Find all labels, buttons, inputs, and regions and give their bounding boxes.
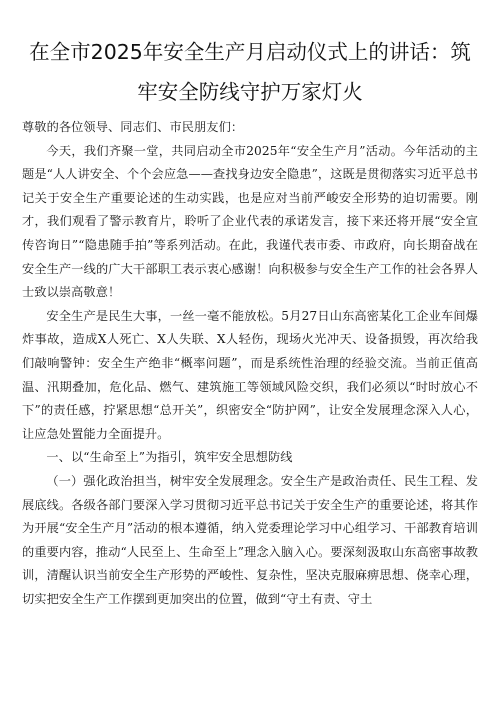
paragraph-safety-situation: 安全生产是民生大事，一丝一毫不能放松。5月27日山东高密某化工企业车间爆炸事故，造成X人死亡、X人失联、X人轻伤，现场火光冲天、设备损毁，再次给我们敲响警钟：安全生产绝非“概率问题”，而是系统性治理的经验交流。当前正值高温、汛期叠加，危化品、燃气、建筑施工等领域风险交织，我们必须以“时时放心不下”的责任感，拧紧思想“总开关”，织密安全“防护网”，让安全发展理念深入人心，让应急处置能力全面提升。 (22, 308, 478, 441)
section-heading: 一、以“生命至上”为指引，筑牢安全思想防线 (46, 450, 293, 465)
document-body (22, 116, 478, 611)
document-title: 在全市2025年安全生产月启动仪式上的讲话：筑牢安全防线守护万家灯火 (29, 40, 471, 104)
greeting-line: 尊敬的各位领导、同志们、市民朋友们： (22, 120, 244, 134)
paragraph-opening: 今天，我们齐聚一堂，共同启动全市2025年“安全生产月”活动。今年活动的主题是“人人讲安全、个个会应急——查找身边安全隐患”，这既是贯彻落实习近平总书记关于安全生产重要论述的生动实践，也是应对当前严峻安全形势的迫切需要。刚才，我们观看了警示教育片，聆听了企业代表的承诺发言，接下来还将开展“安全宣传咨询日”“隐患随手拍”等系列活动。在此，我谨代表市委、市政府，向长期奋战在安全生产一线的广大干部职工表示衷心感谢！向积极参与安全生产工作的社会各界人士致以崇高敬意！ (22, 143, 478, 300)
subsection-paragraph: （一）强化政治担当，树牢安全发展理念。安全生产是政治责任、民生工程、发展底线。各级各部门要深入学习贯彻习近平总书记关于安全生产的重要论述，将其作为开展“安全生产月”活动的根本遵循，纳入党委理论学习中心组学习、干部教育培训的重要内容，推动“人民至上、生命至上”理念入脑入心。要深刻汲取山东高密事故教训，清醒认识当前安全生产形势的严峻性、复杂性，坚决克服麻痹思想、侥幸心理，切实把安全生产工作摆到更加突出的位置，做到“守土有责、守土 (22, 473, 478, 606)
